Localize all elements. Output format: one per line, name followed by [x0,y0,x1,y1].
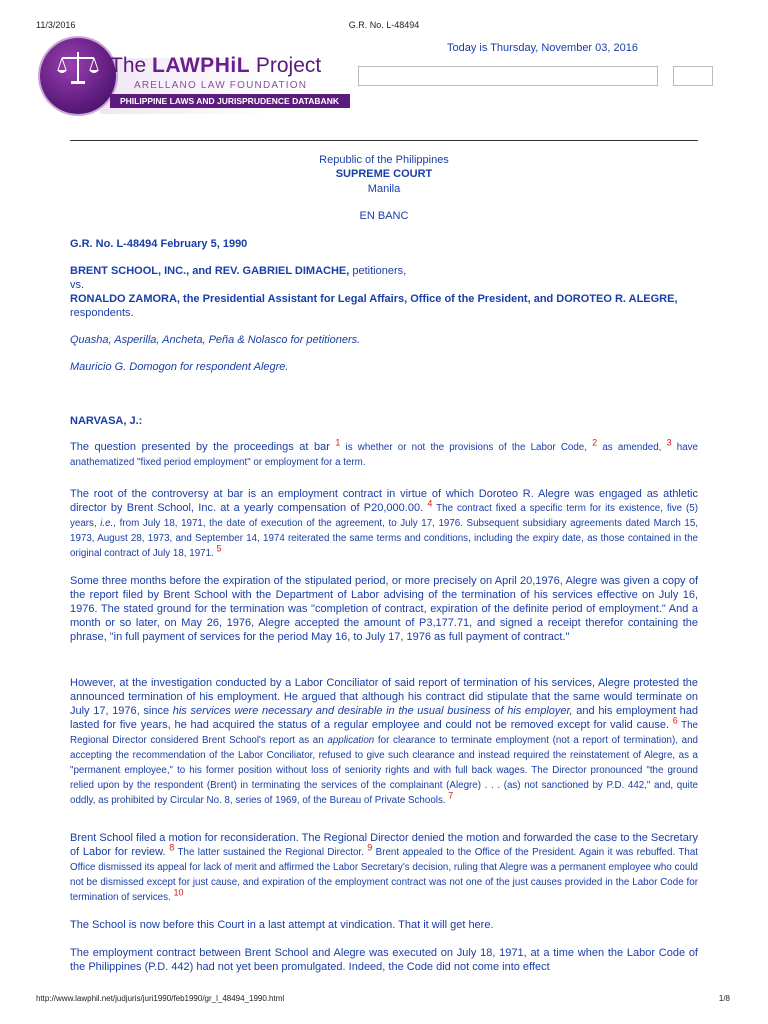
footnote-link[interactable]: 2 [592,437,598,448]
footnote-link[interactable]: 10 [173,887,184,898]
counsel-respondent: Mauricio G. Domogon for respondent Alegre. [70,361,289,373]
counsel-petitioners: Quasha, Asperilla, Ancheta, Peña & Nolasco for petitioners. [70,334,361,346]
logo-databank: PHILIPPINE LAWS AND JURISPRUDENCE DATABANK [110,94,350,108]
footnote-link[interactable]: 5 [216,543,222,554]
court-city: Manila [367,183,401,195]
footnote-link[interactable]: 7 [448,790,454,801]
court-name: SUPREME COURT [335,168,433,180]
print-url: http://www.lawphil.net/judjuris/juri1990/feb1990/gr_l_48494_1990.html [36,994,285,1003]
paragraph: Some three months before the expiration of the stipulated period, or more precisely on April 20,1976, Alegre was given a copy of the report filed by Brent School with the Department of Labor advising of the termination of his services effective on July 16, 1976. The stated ground for the termination was "completion of contract, expiration of the definite period of employment." And a month or so later, on May 26, 1976, Alegre accepted the amount of P3,177.71, and signed a receipt therefor containing the phrase, "in full payment of services for the period May 16, to July 17, 1976 as full payment of contract." [70,575,698,643]
print-date: 11/3/2016 [36,20,76,30]
lawphil-logo[interactable] [40,38,350,116]
divider [70,140,698,141]
today-date: Today is Thursday, November 03, 2016 [447,42,638,54]
footnote-link[interactable]: 8 [169,842,175,853]
search-button[interactable] [673,66,713,86]
court-division: EN BANC [359,210,409,222]
footnote-link[interactable]: 4 [427,498,433,509]
paragraph: The employment contract between Brent School and Alegre was executed on July 18, 1971, at a time when the Labor Code of the Philippines (P.D. 442) had not yet been promulgated. Indeed, the Code did not come into effect [70,947,698,973]
paragraph: However, at the investigation conducted by a Labor Conciliator of said report of termination of his services, Alegre protested the announced termination of his employment. He argued that although his contract did stipulate that the same would terminate on July 17, 1976, since his services were necessary and desirable in the usual business of his employer, and his employment had lasted for five years, he had acquired the status of a regular employee and could not be removed except for valid cause. $^6$ The Regional Director considered Brent School's report as an application for clearance to terminate employment (not a report of termination), and accepting the recommendation of the Labor Conciliator, refused to give such clearance and instead required the reinstatement of Alegre, as a "permanent employee," to his former position without loss of seniority rights and with full back wages. The Director pronounced "the ground relied upon by the respondent (Brent) in terminating the services of the complainant (Alegre) . . . (as) not sanctioned by P.D. 442," and, quite oddly, as prohibited by Circular No. 8, series of 1969, of the Bureau of Private Schools. $^7$ [70,677,698,806]
ponente: NARVASA, J.: [70,415,143,427]
print-title: G.R. No. L-48494 [348,20,420,30]
scales-seal-icon [40,38,116,114]
paragraph: The School is now before this Court in a last attempt at vindication. That it will get here. [70,919,494,931]
case-number: G.R. No. L-48494 February 5, 1990 [70,238,248,250]
paragraph: The root of the controversy at bar is an employment contract in virtue of which Doroteo R. Alegre was engaged as athletic director by Brent School, Inc. at a yearly compensation of P20,000.00. $^4$ The contract fixed a specific term for its existence, five (5) years, i.e., from July 18, 1971, the date of execution of the agreement, to July 17, 1976. Subsequent subsidiary agreements dated March 15, 1973, August 28, 1973, and September 14, 1974 reiterated the same terms and conditions, including the expiry date, as those contained in the original contract of July 18, 1971. $^5$ [70,488,699,559]
case-parties: BRENT SCHOOL, INC., and REV. GABRIEL DIMACHE, petitioners, vs. RONALDO ZAMORA, the Presidential Assistant for Legal Affairs, Office of the President, and DOROTEO R. ALEGRE, respondents. [70,265,678,319]
logo-foundation: ARELLANO LAW FOUNDATION [134,80,308,91]
footnote-link[interactable]: 3 [666,437,672,448]
footnote-link[interactable]: 9 [367,842,373,853]
republic-line: Republic of the Philippines [319,154,449,166]
search-input[interactable] [358,66,658,86]
print-page-number: 1/8 [718,994,730,1003]
footnote-link[interactable]: 1 [335,437,341,448]
footnote-link[interactable]: 6 [672,715,678,726]
logo-title: The LAWPHiL Project [110,54,322,77]
paragraph: Brent School filed a motion for reconsideration. The Regional Director denied the motion and forwarded the case to the Secretary of Labor for review. $^8$ The latter sustained the Regional Director. $^9$ Brent appealed to the Office of the President. Again it was rebuffed. That Office dismissed its appeal for lack of merit and affirmed the Labor Secretary's decision, ruling that Alegre was a permanent employee who could not be dismissed except for just cause, and expiration of the employment contract was not one of the just causes provided in the Labor Code for termination of services. $^{10}$ [70,832,698,903]
paragraph: The question presented by the proceedings at bar $^1$ is whether or not the provisions of the Labor Code, $^2$ as amended, $^3$ have anathematized "fixed period employment" or employment for a term. [70,437,699,468]
